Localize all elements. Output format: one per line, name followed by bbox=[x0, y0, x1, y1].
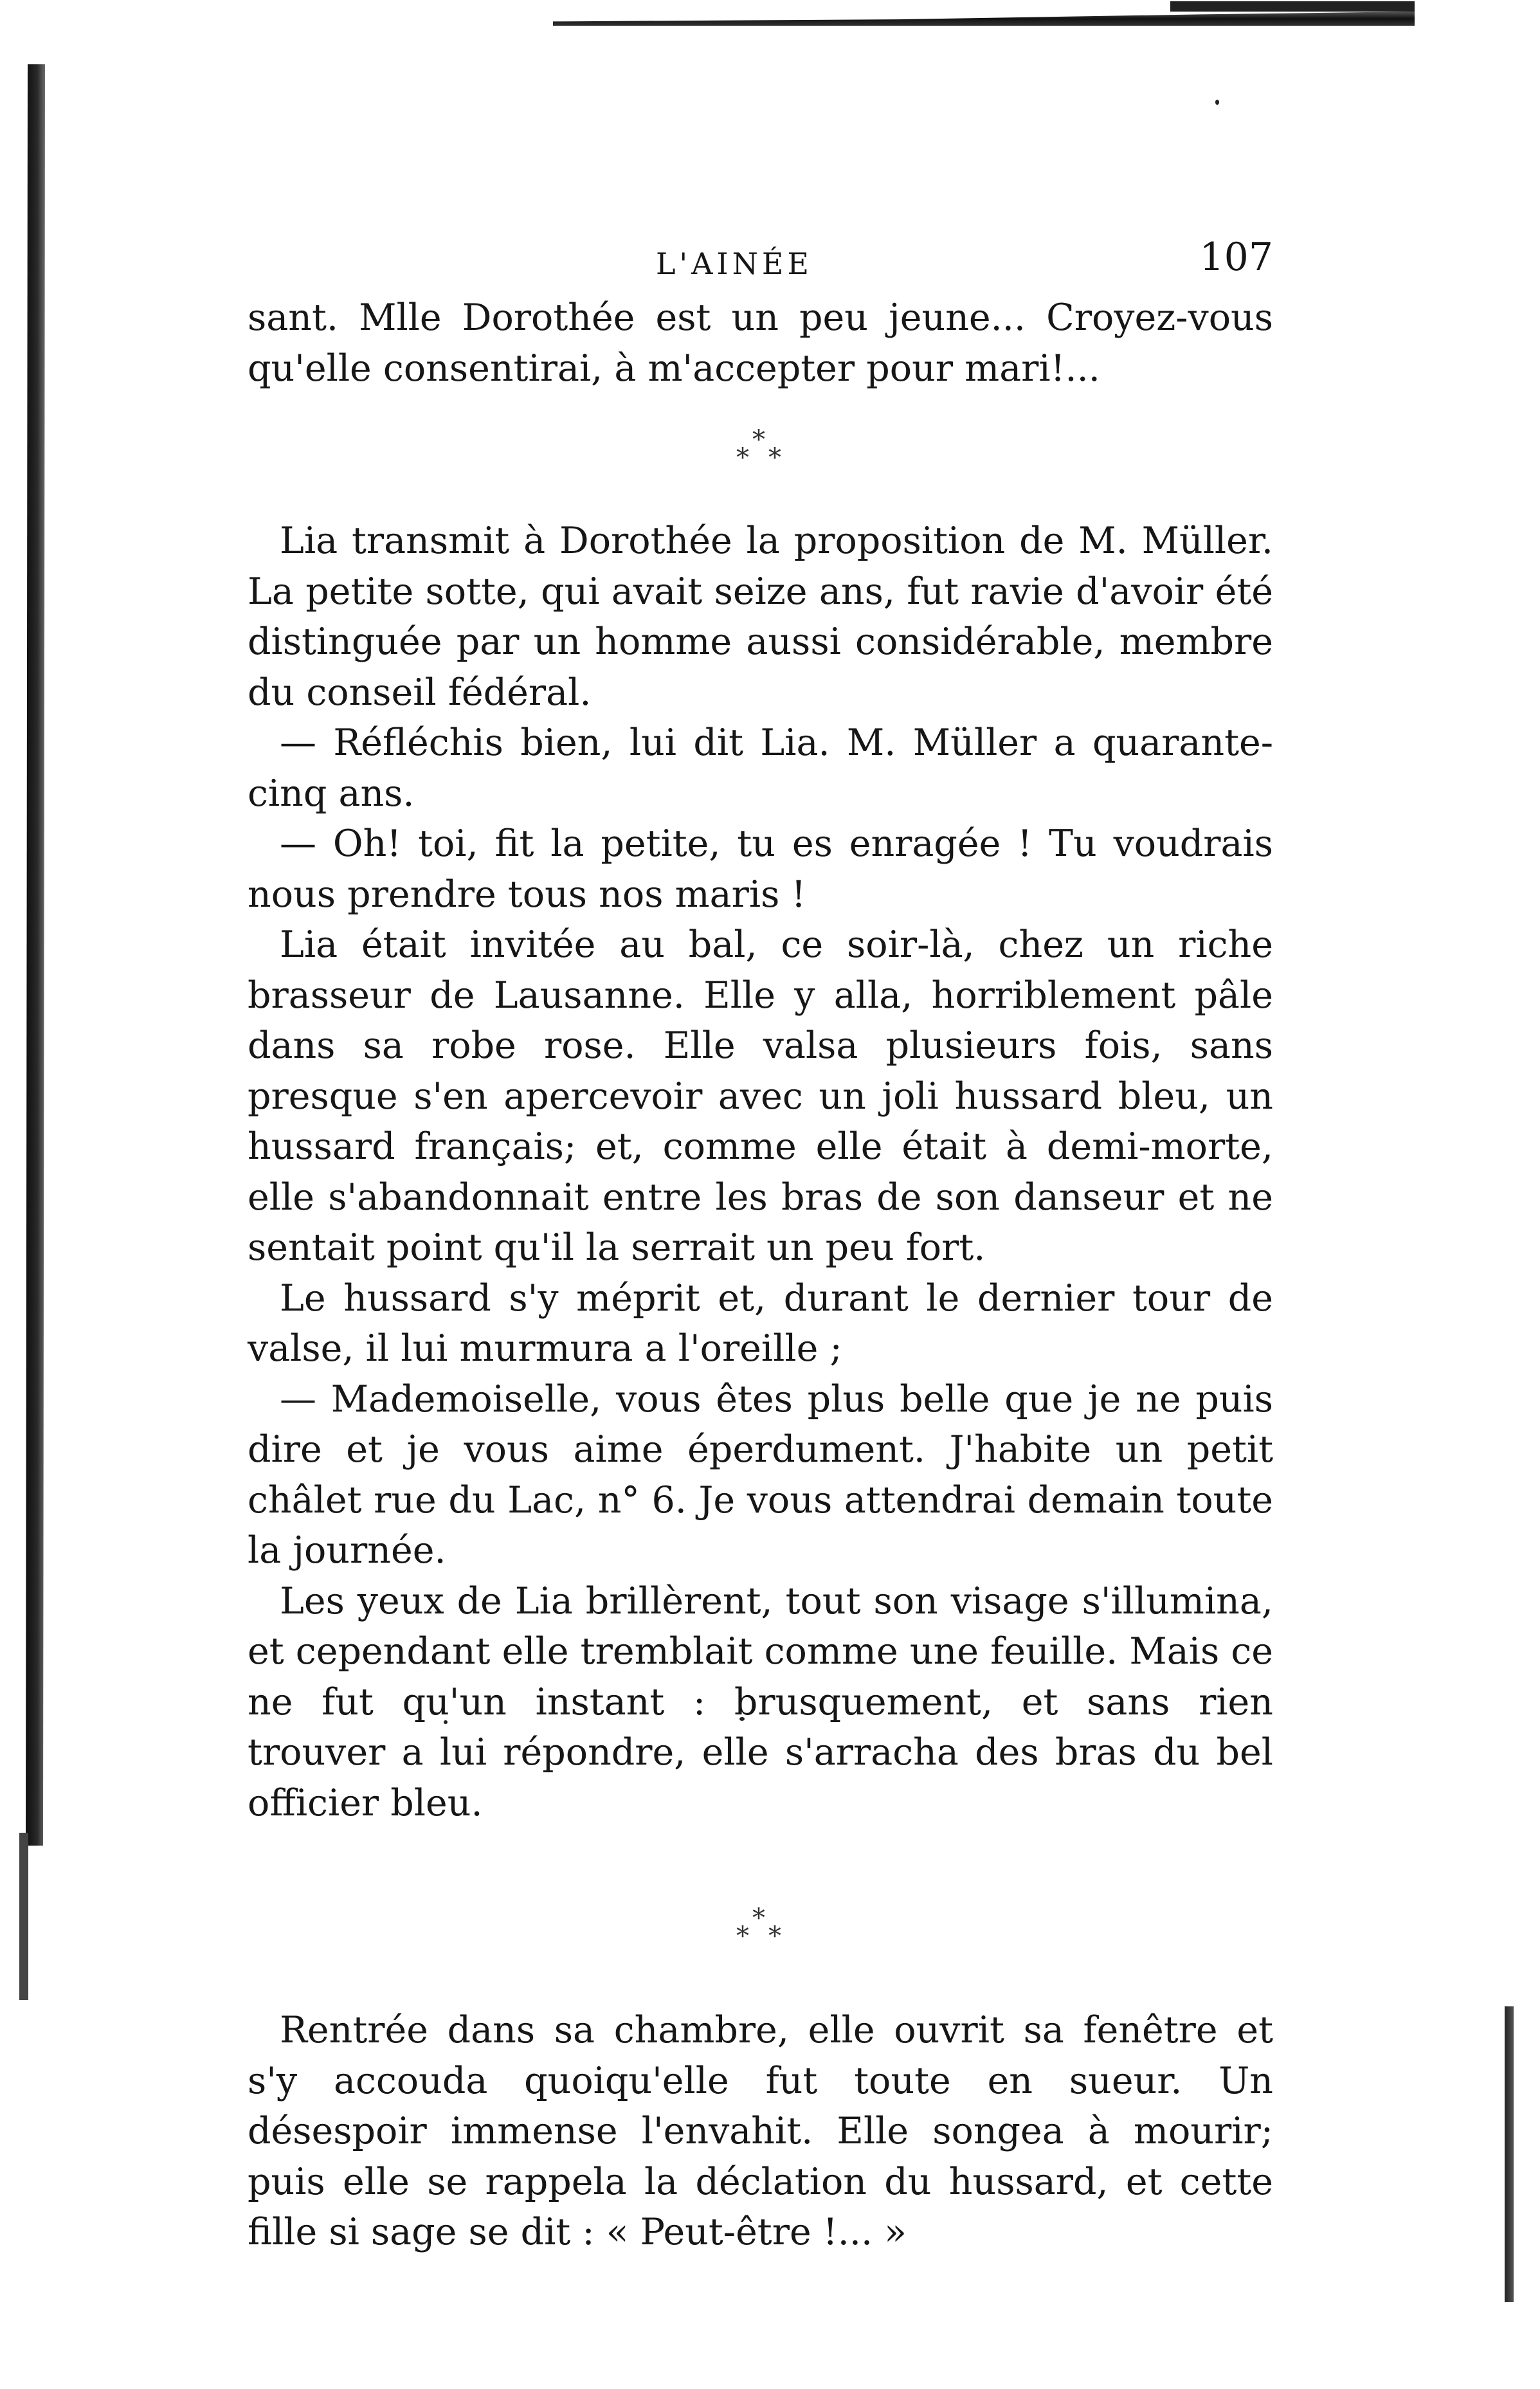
paragraph: sant. Mlle Dorothée est un peu jeune... Croyez-vous qu'elle consentirai, à m'accepter pour mari!... bbox=[248, 296, 1273, 390]
asterism-star: * bbox=[752, 425, 765, 455]
asterism-star: * bbox=[768, 443, 781, 473]
scan-top-rule bbox=[553, 12, 1415, 26]
scan-right-edge bbox=[1505, 2006, 1514, 2302]
scan-top-rule-dark bbox=[1170, 1, 1415, 12]
page-number: 107 bbox=[1199, 235, 1273, 280]
paragraph: Lia était invitée au bal, ce soir-là, chez un riche brasseur de Lausanne. Elle y alla, horriblement pâle dans sa robe rose. Elle valsa plusieurs fois, sans presque s'en apercevoir avec un joli hussard bleu, un hussard français; et, comme elle était à demi-morte, elle s'abandonnait entre les bras de son danseur et ne sentait point qu'il la serrait un peu fort. bbox=[248, 923, 1273, 1269]
asterism bbox=[248, 394, 1273, 516]
asterism-star: * bbox=[752, 1903, 765, 1933]
paragraph: Rentrée dans sa chambre, elle ouvrit sa fenêtre et s'y accouda quoiqu'elle fut toute en sueur. Un désespoir immense l'envahit. Elle songea à mourir; puis elle se rappela la déclation du hussard, et cette fille si sage se dit : « Peut-être !... » bbox=[248, 2009, 1273, 2253]
paragraph: Les yeux de Lia brillèrent, tout son visage s'illumina, et cependant elle tremblait comme une feuille. Mais ce ne fut qu'un instant : brusquement, et sans rien trouver a lui répondre, elle s'arracha des bras du bel officier bleu. bbox=[248, 1579, 1273, 1824]
scan-speck bbox=[1215, 100, 1219, 105]
asterism-star: * bbox=[736, 1921, 749, 1951]
running-head: L'AINÉE bbox=[656, 246, 813, 281]
paragraph: Le hussard s'y méprit et, durant le dernier tour de valse, il lui murmura a l'oreille ; bbox=[248, 1276, 1273, 1370]
asterism-star: * bbox=[736, 443, 749, 473]
page-header bbox=[251, 235, 1273, 286]
scan-left-edge-lower bbox=[19, 1833, 28, 2000]
scan-left-edge bbox=[26, 64, 45, 1846]
paragraph: — Réfléchis bien, lui dit Lia. M. Müller a quarante-cinq ans. bbox=[248, 722, 1273, 815]
asterism-star: * bbox=[768, 1921, 781, 1951]
paragraph: — Oh! toi, fit la petite, tu es enragée ! Tu voudrais nous prendre tous nos maris ! bbox=[248, 822, 1273, 916]
page-body bbox=[248, 293, 1273, 2258]
asterism bbox=[248, 1828, 1273, 2005]
paragraph: Lia transmit à Dorothée la proposition de M. Müller. La petite sotte, qui avait seize ans, fut ravie d'avoir été distinguée par un homme aussi considérable, membre du conseil fédéral. bbox=[248, 520, 1273, 714]
paragraph: — Mademoiselle, vous êtes plus belle que je ne puis dire et je vous aime éperdument. J'habite un petit châlet rue du Lac, n° 6. Je vous attendrai demain toute la journée. bbox=[248, 1377, 1273, 1572]
